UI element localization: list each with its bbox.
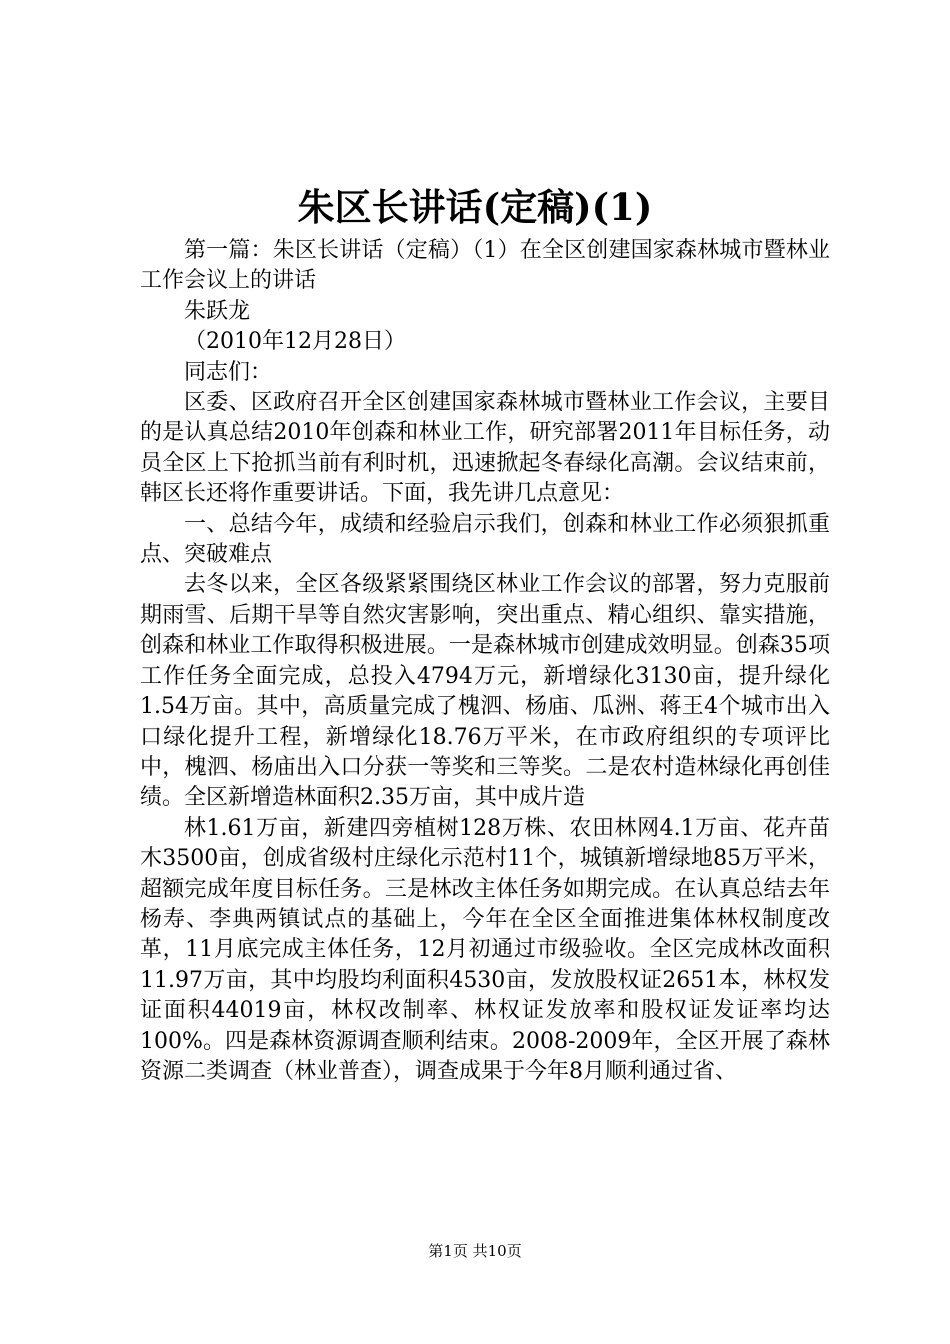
paragraph-heading: 第一篇：朱区长讲话（定稿）（1）在全区创建国家森林城市暨林业工作会议上的讲话: [140, 238, 830, 294]
paragraph-author: 朱跃龙: [184, 298, 251, 324]
document-title: 朱区长讲话(定稿)(1): [297, 185, 653, 229]
paragraph-salutation: 同志们：: [184, 359, 273, 385]
document-body: [140, 236, 830, 1087]
page-footer: 第1页 共10页: [428, 1242, 522, 1260]
paragraph-achievements-continued: 林1.61万亩，新建四旁植树128万株、农田林网4.1万亩、花卉苗木3500亩，创成省级村庄绿化示范村11个，城镇新增绿地85万平米，超额完成年度目标任务。三是林改主体任务如期完成。在认真总结去年杨寿、李典两镇试点的基础上，今年在全区全面推进集体林权制度改革，11月底完成主体任务，12月初通过市级验收。全区完成林改面积11.97万亩，其中均股均利面积4530亩，发放股权证2651本，林权发证面积44019亩，林权改制率、林权证发放率和股权证发证率均达100%。四是森林资源调查顺利结束。2008-2009年，全区开展了森林资源二类调查（林业普查），调查成果于今年8月顺利通过省、: [140, 815, 830, 1084]
paragraph-section-heading: 一、总结今年，成绩和经验启示我们，创森和林业工作必须狠抓重点、突破难点: [140, 511, 830, 568]
paragraph-achievements: 去冬以来，全区各级紧紧围绕区林业工作会议的部署，努力克服前期雨雪、后期干旱等自然灾害影响，突出重点、精心组织、靠实措施，创森和林业工作取得积极进展。一是森林城市创建成效明显。创森35项工作任务全面完成，总投入4794万元，新增绿化3130亩，提升绿化1.54万亩。其中，高质量完成了槐泗、杨庙、瓜洲、蒋王4个城市出入口绿化提升工程，新增绿化18.76万平米，在市政府组织的专项评比中，槐泗、杨庙出入口分获一等奖和三等奖。二是农村造林绿化再创佳绩。全区新增造林面积2.35万亩，其中成片造: [140, 572, 830, 811]
paragraph-intro: 区委、区政府召开全区创建国家森林城市暨林业工作会议，主要目的是认真总结2010年创森和林业工作，研究部署2011年目标任务，动员全区上下抢抓当前有利时机，迅速掀起冬春绿化高潮。会议结束前，韩区长还将作重要讲话。下面，我先讲几点意见：: [140, 390, 830, 507]
paragraph-date: （2010年12月28日）: [184, 329, 406, 355]
